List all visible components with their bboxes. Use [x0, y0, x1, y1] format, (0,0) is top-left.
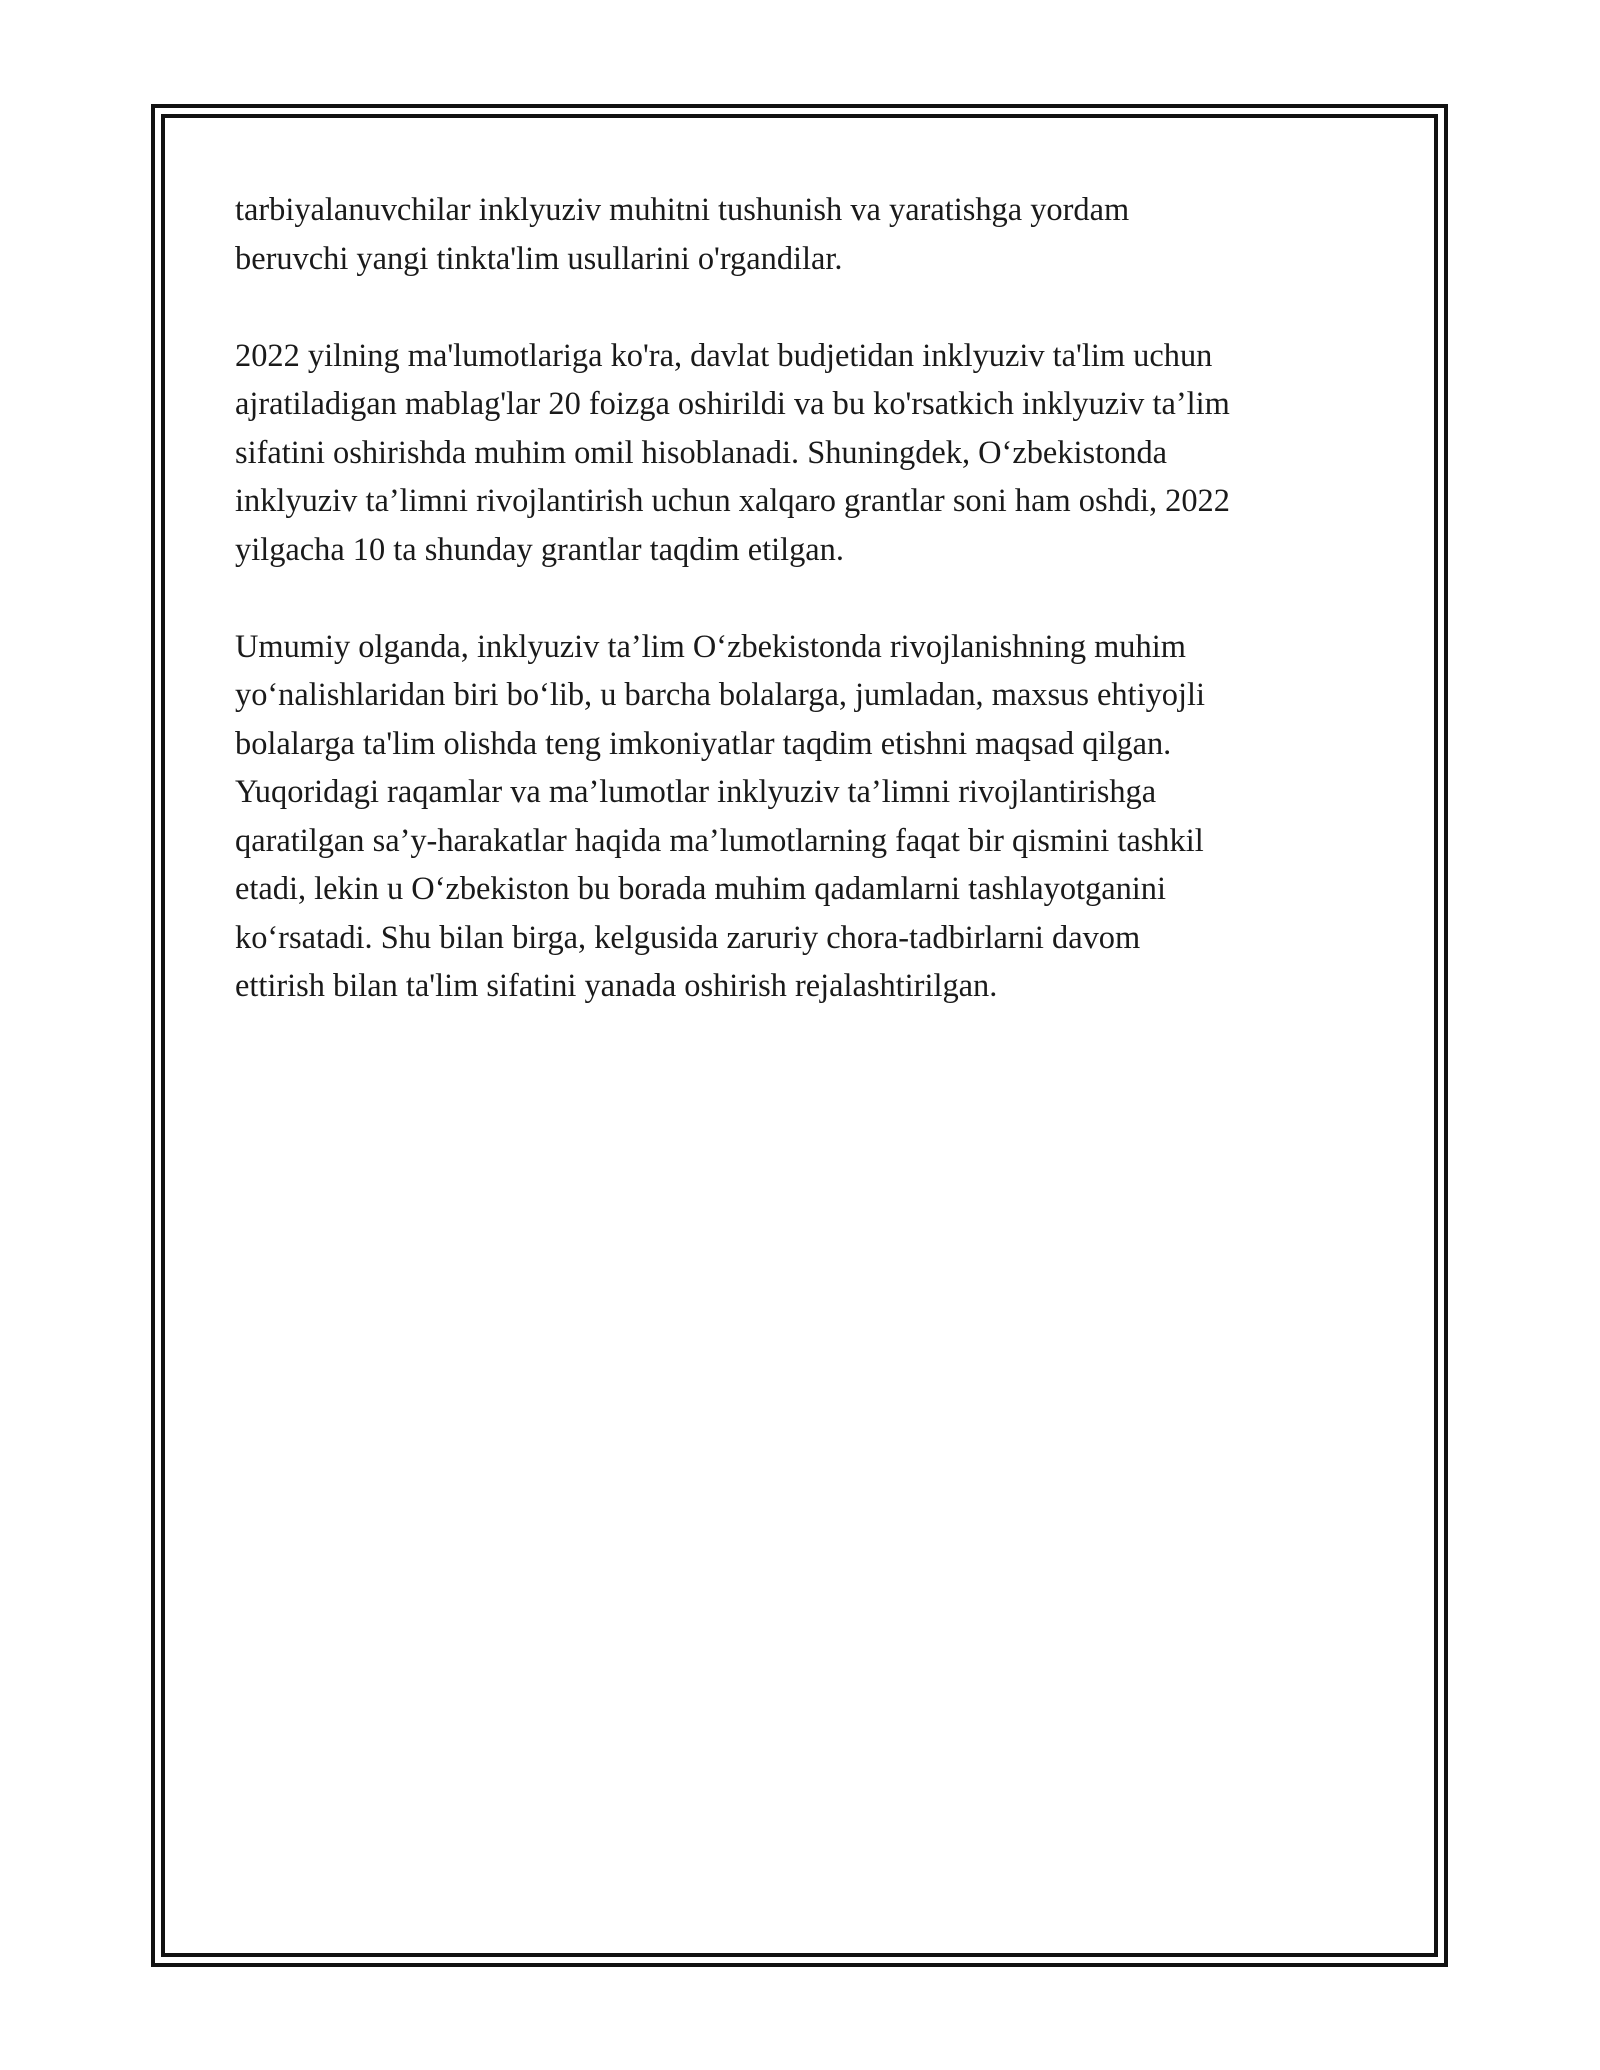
text-line: yo‘nalishlaridan biri bo‘lib, u barcha bolalarga, jumladan, maxsus ehtiyojli [235, 677, 1205, 713]
text-line: tarbiyalanuvchilar inklyuziv muhitni tushunish va yaratishga yordam [235, 192, 1130, 228]
paragraph-3 [235, 623, 1365, 1011]
text-line: ajratiladigan mablag'lar 20 foizga oshirildi va bu ko'rsatkich inklyuziv ta’lim [235, 386, 1230, 422]
text-line: yilgacha 10 ta shunday grantlar taqdim etilgan. [235, 531, 844, 568]
text-line: ko‘rsatadi. Shu bilan birga, kelgusida zaruriy chora-tadbirlarni davom [235, 919, 1141, 956]
paragraph-1 [235, 186, 1365, 283]
text-line: beruvchi yangi tinkta'lim usullarini o'rgandilar. [235, 240, 843, 277]
document-body [235, 186, 1365, 1059]
text-line: Yuqoridagi raqamlar va ma’lumotlar inklyuziv ta’limni rivojlantirishga [235, 774, 1157, 810]
text-line: etadi, lekin u O‘zbekiston bu borada muhim qadamlarni tashlayotganini [235, 871, 1166, 907]
text-line: sifatini oshirishda muhim omil hisoblanadi. Shuningdek, O‘zbekistonda [235, 434, 1168, 471]
text-line: qaratilgan sa’y-harakatlar haqida ma’lumotlarning faqat bir qismini tashkil [235, 822, 1204, 859]
paragraph-2 [235, 332, 1365, 575]
text-line: bolalarga ta'lim olishda teng imkoniyatlar taqdim etishni maqsad qilgan. [235, 725, 1172, 762]
text-line: inklyuziv ta’limni rivojlantirish uchun xalqaro grantlar soni ham oshdi, 2022 [235, 483, 1230, 519]
text-line: ettirish bilan ta'lim sifatini yanada oshirish rejalashtirilgan. [235, 968, 998, 1004]
text-line: 2022 yilning ma'lumotlariga ko'ra, davlat budjetidan inklyuziv ta'lim uchun [235, 337, 1213, 374]
text-line: Umumiy olganda, inklyuziv ta’lim O‘zbekistonda rivojlanishning muhim [235, 628, 1186, 665]
